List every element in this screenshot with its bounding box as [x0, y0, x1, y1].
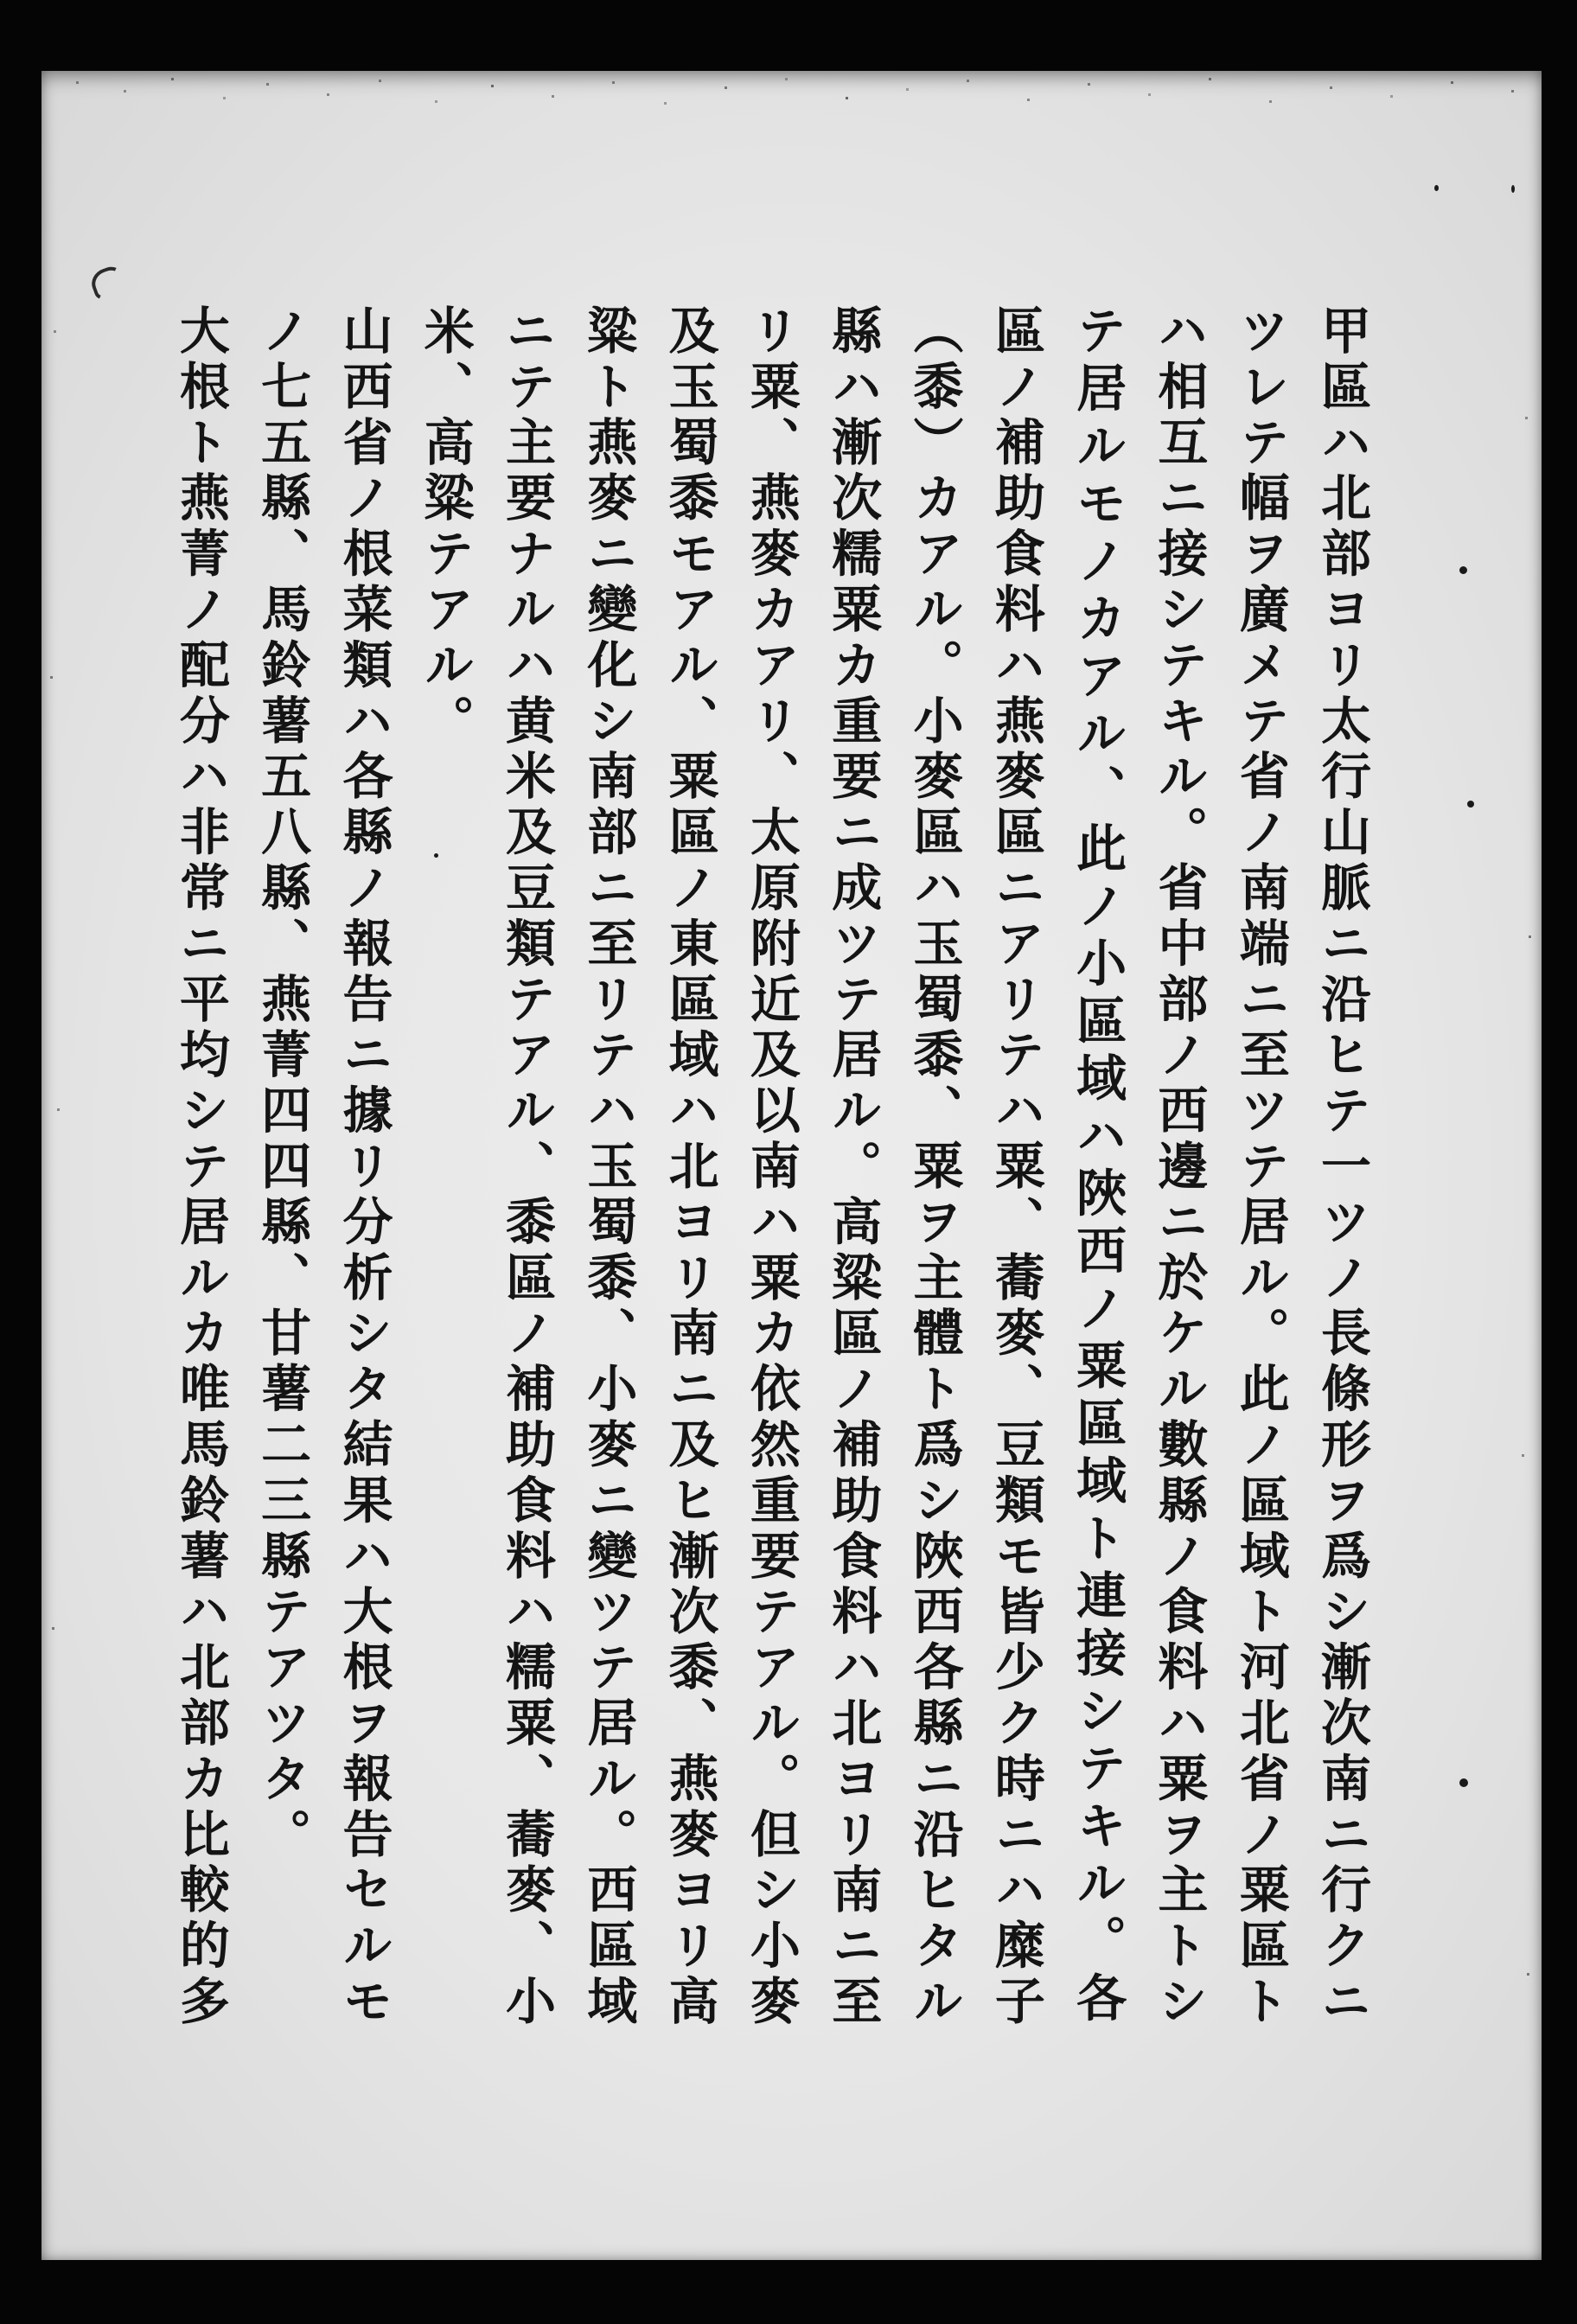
- text-column-12: 米、高粱テアル。: [415, 304, 475, 750]
- text-column-3: ハ相互ニ接シテキル。省中部ノ西邊ニ於ケル數縣ノ食料ハ粟ヲ主トシ: [1149, 304, 1209, 2031]
- text-column-1: 甲區ハ北部ヨリ太行山脈ニ沿ヒテ一ツノ長條形ヲ爲シ漸次南ニ行クニ: [1312, 304, 1371, 2031]
- text-column-15: 大根ト燕菁ノ配分ハ非常ニ平均シテ居ルカ唯馬鈴薯ハ北部カ比較的多: [170, 304, 230, 2031]
- paper-page: [42, 71, 1542, 2260]
- text-column-14: ノ七五縣、馬鈴薯五八縣、燕菁四四縣、甘薯二三縣テアツタ。: [252, 304, 312, 1864]
- text-column-10: 粱ト燕麥ニ變化シ南部ニ至リテハ玉蜀黍、小麥ニ變ツテ居ル。西區域: [578, 304, 638, 2031]
- ink-smudge: [87, 264, 128, 303]
- text-column-13: 山西省ノ根菜類ハ各縣ノ報告ニ據リ分析シタ結果ハ大根ヲ報告セルモ: [334, 304, 393, 2031]
- ink-spot: [1434, 185, 1439, 191]
- text-column-7: 縣ハ漸次糯粟カ重要ニ成ツテ居ル。高粱區ノ補助食料ハ北ヨリ南ニ至: [823, 304, 883, 2031]
- ink-spot: [1467, 801, 1474, 808]
- ink-spot: [1459, 1778, 1468, 1787]
- text-column-6: （黍）カアル。小麥區ハ玉蜀黍、粟ヲ主體ト爲シ陜西各縣ニ沿ヒタル: [904, 304, 964, 2031]
- text-column-11: ニテ主要ナルハ黄米及豆類テアル、黍區ノ補助食料ハ糯粟、蕎麥、小: [497, 304, 557, 2031]
- text-column-8: リ粟、燕麥カアリ、太原附近及以南ハ粟カ依然重要テアル。但シ小麥: [741, 304, 801, 2031]
- text-column-5: 區ノ補助食料ハ燕麥區ニアリテハ粟、蕎麥、豆類モ皆少ク時ニハ糜子: [986, 304, 1045, 2031]
- ink-spot: [1459, 566, 1467, 574]
- paper-speckles: [42, 71, 44, 73]
- vertical-text-body: [159, 304, 1382, 2042]
- text-column-4: テ居ルモノカアル、此ノ小區域ハ陜西ノ粟區域ト連接シテキル。各: [1068, 304, 1127, 2029]
- text-column-2: ツレテ幅ヲ廣メテ省ノ南端ニ至ツテ居ル。此ノ區域ト河北省ノ粟區ト: [1230, 304, 1290, 2031]
- ink-spot: [1511, 185, 1515, 193]
- text-column-9: 及玉蜀黍モアル、粟區ノ東區域ハ北ヨリ南ニ及ヒ漸次黍、燕麥ヨリ高: [660, 304, 719, 2031]
